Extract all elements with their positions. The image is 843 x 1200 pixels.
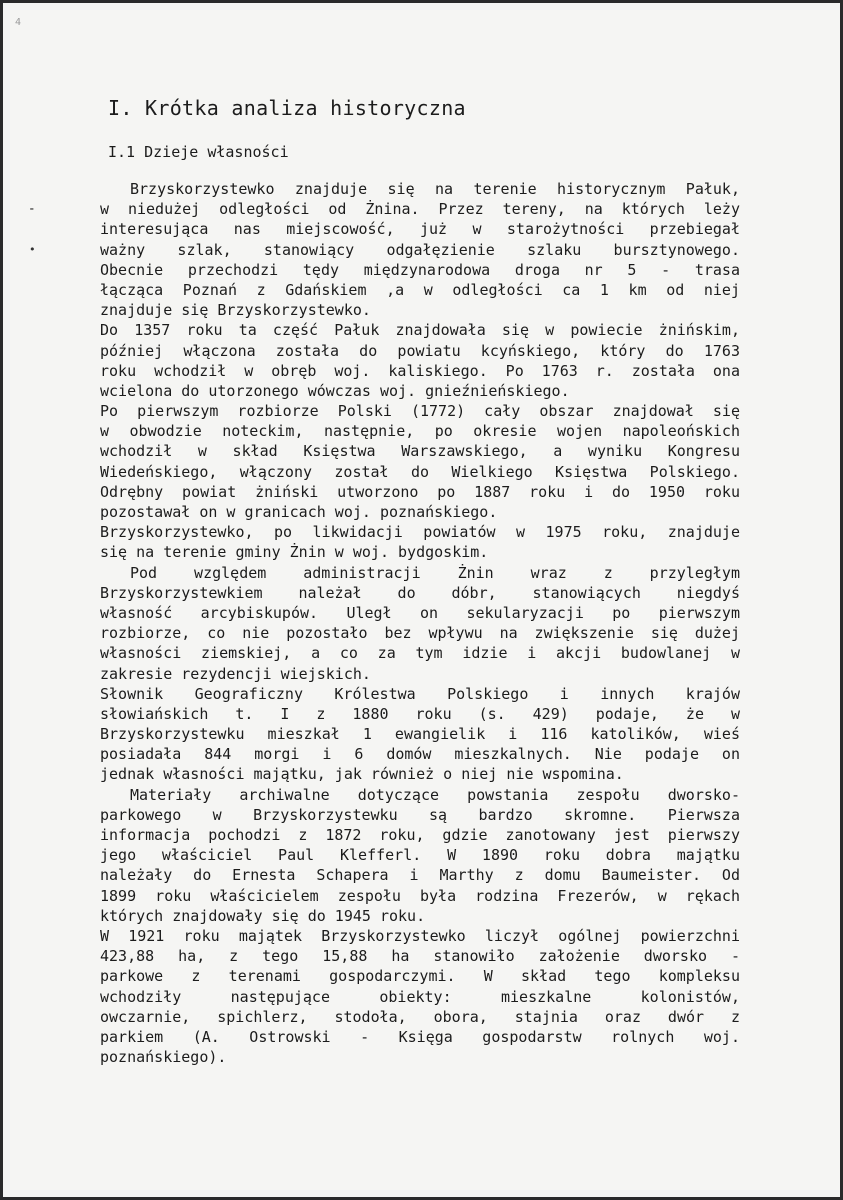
text-line: Odrębny powiat żniński utworzono po 1887 roku i do 1950 roku [100,482,740,501]
text-line: rozbiorze, co nie pozostało bez wpływu na zwiększenie się dużej [100,624,740,643]
corner-mark: 4 [15,17,22,28]
body-text [100,179,740,1067]
text-line: posiadała 844 morgi i 6 domów mieszkalnych. Nie podaje on [100,745,740,764]
text-line: Do 1357 roku ta część Pałuk znajdowała się w powiecie żnińskim, [100,321,740,340]
text-line: Pod względem administracji Żnin wraz z przyległym [130,563,740,582]
text-line: pozostawał on w granicach woj. poznańskiego. [100,503,498,521]
text-line: parkowego w Brzyskorzystewku są bardzo skromne. Pierwsza [100,805,740,824]
text-line: własność arcybiskupów. Uległ on sekularyzacji po pierwszym [100,603,740,622]
text-line: należały do Ernesta Schapera i Marthy z domu Baumeister. Od [100,866,740,885]
text-line: Słownik Geograficzny Królestwa Polskiego i innych krajów [100,684,740,703]
text-line: wchodziły następujące obiekty: mieszkalne kolonistów, [100,987,740,1006]
text-line: się na terenie gminy Żnin w woj. bydgoskim. [100,543,489,562]
text-line: ważny szlak, stanowiący odgałęzienie szlaku bursztynowego. [100,240,740,259]
text-line: informacja pochodzi z 1872 roku, gdzie zanotowany jest pierwszy [100,826,740,844]
text-line: Brzyskorzystewkiem należał do dóbr, stanowiących niegdyś [100,583,740,602]
text-line: jego właściciel Paul Klefferl. W 1890 roku dobra majątku [100,846,740,865]
text-line: Wiedeńskiego, włączony został do Wielkiego Księstwa Polskiego. [100,462,740,481]
text-line: wcielona do utorzonego wówczas woj. gnieźnieńskiego. [100,381,570,400]
text-line: Brzyskorzystewko, po likwidacji powiatów w 1975 roku, znajduje [100,523,740,542]
text-line: roku wchodził w obręb woj. kaliskiego. Po 1763 r. została ona [100,361,740,380]
text-line: w niedużej odległości od Żnina. Przez tereny, na których leży [100,200,740,219]
margin-mark: ⁃ [29,203,35,216]
text-line: później włączona została do powiatu kcyńskiego, który do 1763 [100,341,740,360]
margin-mark: • [29,243,36,256]
text-line: Materiały archiwalne dotyczące powstania zespołu dworsko- [130,785,740,804]
text-line: owczarnie, spichlerz, stodoła, obora, stajnia oraz dwór z [100,1007,740,1026]
text-line: parkowe z terenami gospodarczymi. W skład tego kompleksu [100,967,740,986]
text-line: W 1921 roku majątek Brzyskorzystewko liczył ogólnej powierzchni [100,926,740,945]
text-line: Brzyskorzystewko znajduje się na terenie historycznym Pałuk, [130,180,740,198]
text-line: znajduje się Brzyskorzystewko. [100,301,371,320]
text-line: interesująca nas miejscowość, już w starożytności przebiegał [100,220,740,239]
text-line: których znajdowały się do 1945 roku. [100,906,426,925]
text-line: Obecnie przechodzi tędy międzynarodowa droga nr 5 - trasa [100,260,740,279]
document-heading: I. Krótka analiza historyczna [108,96,466,120]
text-line: słowiańskich t. I z 1880 roku (s. 429) podaje, że w [100,704,740,723]
text-line: poznańskiego). [100,1048,227,1067]
text-line: 1899 roku właścicielem zespołu była rodzina Frezerów, w rękach [100,886,740,905]
text-line: parkiem (A. Ostrowski - Księga gospodarstw rolnych woj. [100,1027,740,1046]
text-line: własności ziemskiej, a co za tym idzie i akcji budowlanej w [100,644,740,663]
text-line: łącząca Poznań z Gdańskiem ,a w odległości ca 1 km od niej [100,280,740,299]
text-line: w obwodzie noteckim, następnie, po okresie wojen napoleońskich [100,422,740,441]
text-line: jednak własności majątku, jak również o niej nie wspomina. [100,765,624,784]
text-line: Po pierwszym rozbiorze Polski (1772) cały obszar znajdował się [100,402,740,421]
text-line: Brzyskorzystewku mieszkał 1 ewangielik i 116 katolików, wieś [100,725,740,744]
text-line: 423,88 ha, z tego 15,88 ha stanowiło założenie dworsko - [100,947,740,966]
text-line: zakresie rezydencji wiejskich. [100,664,371,683]
text-line: wchodził w skład Księstwa Warszawskiego, a wyniku Kongresu [100,442,740,461]
section-subheading: I.1 Dzieje własności [108,143,289,161]
